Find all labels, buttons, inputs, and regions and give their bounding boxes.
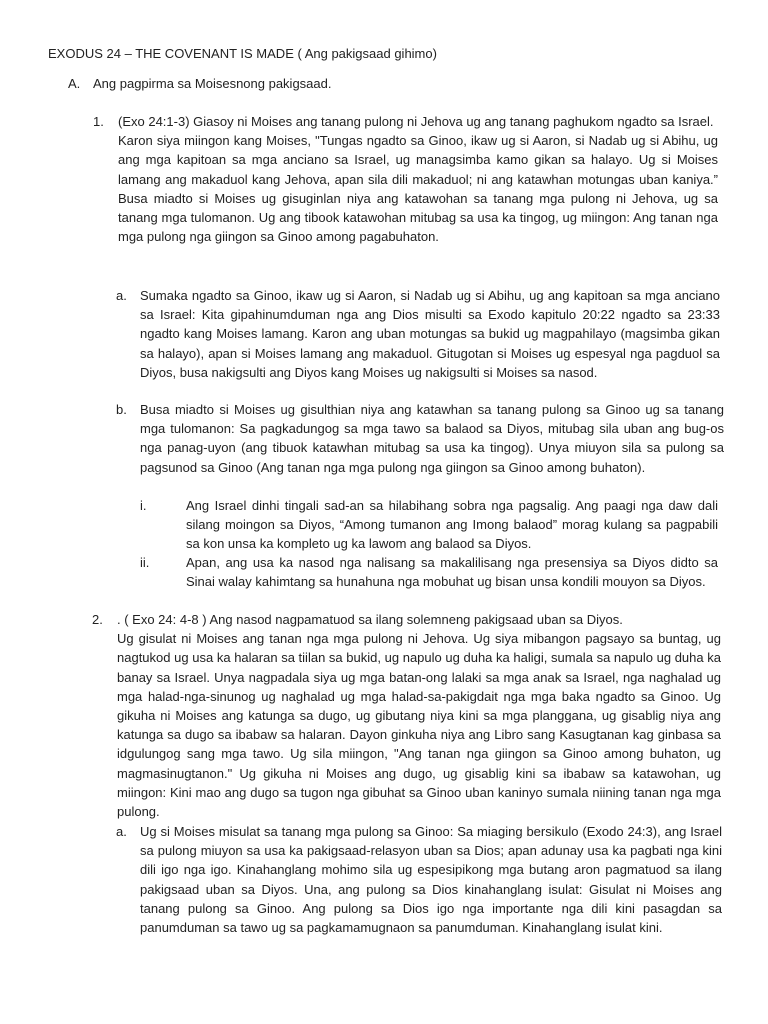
- sub-item-1a: [116, 286, 720, 382]
- roman-item-text: Apan, ang usa ka nasod nga nalisang sa makalilisang nga presensiya sa Diyos didto sa Sinai walay kahimtang sa hunahuna nga mobuhat ug bisan unsa kondili mouyon sa Diyos.: [186, 555, 718, 590]
- section-label: A.: [68, 76, 81, 91]
- sub-item-text: Sumaka ngadto sa Ginoo, ikaw ug si Aaron, si Nadab ug si Abihu, ug ang kapitoan sa mga anciano sa Israel: Kita gipahinumduman nga ang Dios misulti sa Exodo kapitulo 20:22 ngadto sa 23:33 ngadto kang Moises lamang. Karon ang uban motungas sa bukid ug magpahilayo (magsimba gikan sa halayo), apan si Moises lamang ang makaduol. Gitugotan si Moises ug espesyal nga pagduol sa Diyos, busa nakigsulti ang Diyos kang Moises ug nakigsulti si Moises sa nasod.: [140, 288, 720, 380]
- list-item-2: [92, 610, 721, 821]
- roman-item-text: Ang Israel dinhi tingali sad-an sa hilabihang sobra nga pagsalig. Ang paagi nga daw dali silang moingon sa Diyos, “Among tumanon ang Imong balaod” morag kulang sa pagpabili sa kon unsa ka kompleto ug ka lawom ang balaod sa Diyos.: [186, 498, 718, 552]
- sub-item-label: b.: [116, 402, 127, 417]
- roman-item-label: i.: [140, 498, 147, 513]
- roman-item-ii: [140, 553, 718, 591]
- item-heading-text: (Exo 24:1-3) Giasoy ni Moises ang tanang pulong ni Jehova ug ang tanang paghukom ngadto sa Israel.: [118, 114, 714, 129]
- item-number: 2.: [92, 612, 103, 627]
- item-body-text: Karon siya miingon kang Moises, "Tungas ngadto sa Ginoo, ikaw ug si Aaron, si Nadab ug si Abihu, ug ang mga kapitoan sa mga anciano sa Israel, ug managsimba kamo gikan sa halayo. Ug si Moises lamang ang makaduol kang Jehova, apan sila dili makaduol; ni ang katawhan motungas uban kaniya.” Busa miadto si Moises ug gisuginlan niya ang katawohan sa tanang mga pulong ni Jehova, ug sa tanang mga tulomanon. Ug ang tibook katawohan mitubag sa usa ka tingog, ug miingon: Ang tanan nga mga pulong nga giingon sa Ginoo among pagabuhaton.: [118, 133, 718, 245]
- sub-item-label: a.: [116, 824, 127, 839]
- sub-item-text: Busa miadto si Moises ug gisulthian niya ang katawhan sa tanang pulong sa Ginoo ug sa tanang mga tulomanon: Sa pagkadungog sa mga tawo sa balaod sa Diyos, mitubag sila uban ang bug-os nga panag-uyon (ang tibuok katawhan mitubag sa usa ka tingog). Unya miuyon sila sa pulong sa pagsunod sa Ginoo (Ang tanan nga mga pulong nga giingon sa Ginoo among buhaton).: [140, 402, 724, 475]
- item-heading-text: . ( Exo 24: 4-8 ) Ang nasod nagpamatuod sa ilang solemneng pakigsaad uban sa Diyos.: [117, 612, 623, 627]
- item-number: 1.: [93, 114, 104, 129]
- sub-item-text: Ug si Moises misulat sa tanang mga pulong sa Ginoo: Sa miaging bersikulo (Exodo 24:3), ang Israel sa pulong miuyon sa usa ka pakigsaad-relasyon uban sa Dios; apan adunay usa ka pagbati nga kini dili igo nga igo. Kinahanglang mohimo sila ug espesipikong mga butang aron pagmatuod sa ilang pakigsaad uban sa Diyos. Una, ang pulong sa Dios kinahanglang isulat: Gisulat ni Moises ang tanang pulong sa Ginoo. Ang pulong sa Dios igo nga importante nga dili kini pasagdan sa panumduman sa tawo ug sa pagkamamugnaon sa panumduman. Kinahanglang isulat kini.: [140, 824, 722, 936]
- item-body-text: Ug gisulat ni Moises ang tanan nga mga pulong ni Jehova. Ug siya mibangon pagsayo sa buntag, ug nagtukod ug usa ka halaran sa tiilan sa bukid, ug napulo ug duha ka haligi, sumala sa napulo ug duha ka banay sa Israel. Unya nagpadala siya ug mga batan-ong lalaki sa mga anak sa Israel, nga naghalad ug mga halad-nga-sinunog ug naghalad ug mga halad-sa-pakigdait nga mga baka ngadto sa Ginoo. Ug gikuha ni Moises ang katunga sa dugo, ug gibutang niya kini sa mga planggana, ug gisablig niya ang katunga sa dugo sa ibabaw sa halaran. Dayon ginkuha niya ang Libro sang Kasugtanan kag ginbasa sa idgulungog sang mga tawo. Ug sila miingon, "Ang tanan nga giingon sa Ginoo among buhaton, ug magmasinugtanon." Ug gikuha ni Moises ang dugo, ug gisablig kini sa ibabaw sa katawohan, ug miingon: Kini mao ang dugo sa tugon nga gibuhat sa Ginoo uban kaninyo sumala niining tanan nga mga pulong.: [117, 631, 721, 820]
- document-title: EXODUS 24 – THE COVENANT IS MADE ( Ang pakigsaad gihimo): [48, 46, 437, 61]
- roman-item-label: ii.: [140, 555, 150, 570]
- sub-item-1b: [116, 400, 724, 477]
- section-text: Ang pagpirma sa Moisesnong pakigsaad.: [93, 76, 332, 91]
- list-item-1: [93, 112, 718, 246]
- roman-item-i: [140, 496, 718, 554]
- sub-item-label: a.: [116, 288, 127, 303]
- sub-item-2a: [116, 822, 722, 937]
